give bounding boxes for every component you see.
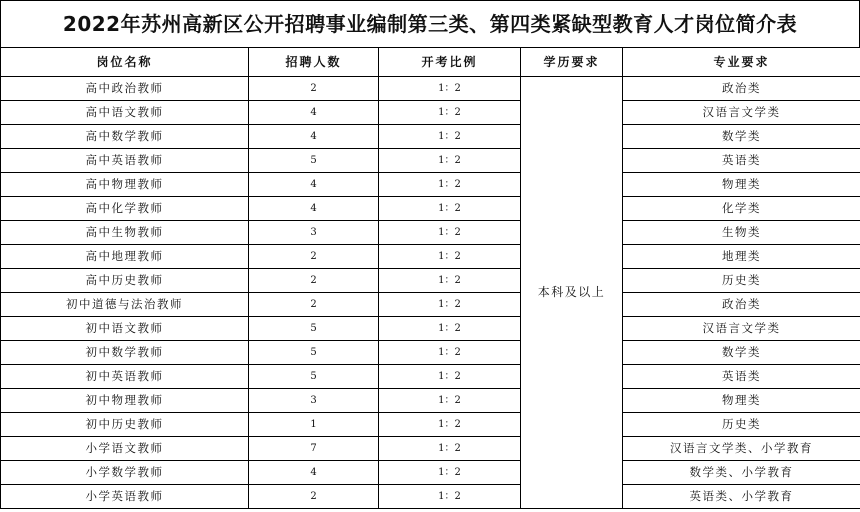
major-cell: 物理类	[623, 173, 860, 197]
positions-table	[0, 47, 860, 509]
position-cell: 初中语文教师	[1, 317, 249, 341]
ratio-cell: 1：2	[379, 437, 521, 461]
position-cell: 初中历史教师	[1, 413, 249, 437]
count-cell: 4	[249, 101, 379, 125]
header-major: 专业要求	[623, 48, 860, 77]
major-cell: 生物类	[623, 221, 860, 245]
count-cell: 5	[249, 317, 379, 341]
count-cell: 3	[249, 389, 379, 413]
count-cell: 4	[249, 125, 379, 149]
count-cell: 2	[249, 269, 379, 293]
position-cell: 高中物理教师	[1, 173, 249, 197]
major-cell: 政治类	[623, 293, 860, 317]
count-cell: 3	[249, 221, 379, 245]
ratio-cell: 1：2	[379, 101, 521, 125]
table-row	[1, 365, 860, 389]
table-row	[1, 317, 860, 341]
major-cell: 英语类、小学教育	[623, 485, 860, 509]
page-title: 2022年苏州高新区公开招聘事业编制第三类、第四类紧缺型教育人才岗位简介表	[0, 0, 860, 47]
count-cell: 1	[249, 413, 379, 437]
table-row	[1, 245, 860, 269]
ratio-cell: 1：2	[379, 149, 521, 173]
table-row	[1, 173, 860, 197]
ratio-cell: 1：2	[379, 269, 521, 293]
count-cell: 5	[249, 341, 379, 365]
major-cell: 数学类、小学教育	[623, 461, 860, 485]
ratio-cell: 1：2	[379, 413, 521, 437]
count-cell: 2	[249, 485, 379, 509]
position-cell: 初中数学教师	[1, 341, 249, 365]
major-cell: 英语类	[623, 149, 860, 173]
ratio-cell: 1：2	[379, 389, 521, 413]
count-cell: 5	[249, 365, 379, 389]
table-row	[1, 77, 860, 101]
position-cell: 初中物理教师	[1, 389, 249, 413]
position-cell: 小学数学教师	[1, 461, 249, 485]
count-cell: 7	[249, 437, 379, 461]
table-row	[1, 485, 860, 509]
major-cell: 历史类	[623, 269, 860, 293]
ratio-cell: 1：2	[379, 77, 521, 101]
major-cell: 英语类	[623, 365, 860, 389]
major-cell: 地理类	[623, 245, 860, 269]
header-row	[1, 48, 860, 77]
position-cell: 高中化学教师	[1, 197, 249, 221]
major-cell: 汉语言文学类	[623, 317, 860, 341]
count-cell: 4	[249, 197, 379, 221]
position-cell: 初中道德与法治教师	[1, 293, 249, 317]
table-row	[1, 197, 860, 221]
header-ratio: 开考比例	[379, 48, 521, 77]
position-cell: 小学语文教师	[1, 437, 249, 461]
count-cell: 2	[249, 245, 379, 269]
ratio-cell: 1：2	[379, 245, 521, 269]
ratio-cell: 1：2	[379, 317, 521, 341]
table-row	[1, 413, 860, 437]
position-cell: 小学英语教师	[1, 485, 249, 509]
table-row	[1, 341, 860, 365]
major-cell: 数学类	[623, 341, 860, 365]
major-cell: 汉语言文学类、小学教育	[623, 437, 860, 461]
ratio-cell: 1：2	[379, 293, 521, 317]
ratio-cell: 1：2	[379, 461, 521, 485]
education-cell: 本科及以上	[521, 77, 623, 509]
position-cell: 高中语文教师	[1, 101, 249, 125]
ratio-cell: 1：2	[379, 365, 521, 389]
header-position: 岗位名称	[1, 48, 249, 77]
ratio-cell: 1：2	[379, 341, 521, 365]
count-cell: 2	[249, 77, 379, 101]
major-cell: 历史类	[623, 413, 860, 437]
ratio-cell: 1：2	[379, 197, 521, 221]
position-cell: 高中历史教师	[1, 269, 249, 293]
position-cell: 高中地理教师	[1, 245, 249, 269]
major-cell: 物理类	[623, 389, 860, 413]
table-row	[1, 149, 860, 173]
ratio-cell: 1：2	[379, 173, 521, 197]
ratio-cell: 1：2	[379, 125, 521, 149]
position-cell: 高中政治教师	[1, 77, 249, 101]
count-cell: 2	[249, 293, 379, 317]
ratio-cell: 1：2	[379, 485, 521, 509]
position-cell: 高中英语教师	[1, 149, 249, 173]
table-row	[1, 221, 860, 245]
header-count: 招聘人数	[249, 48, 379, 77]
table-body	[1, 77, 860, 509]
major-cell: 化学类	[623, 197, 860, 221]
major-cell: 数学类	[623, 125, 860, 149]
major-cell: 汉语言文学类	[623, 101, 860, 125]
count-cell: 5	[249, 149, 379, 173]
major-cell: 政治类	[623, 77, 860, 101]
position-cell: 初中英语教师	[1, 365, 249, 389]
table-row	[1, 461, 860, 485]
table-row	[1, 389, 860, 413]
count-cell: 4	[249, 461, 379, 485]
header-education: 学历要求	[521, 48, 623, 77]
position-cell: 高中数学教师	[1, 125, 249, 149]
table-row	[1, 437, 860, 461]
table-row	[1, 293, 860, 317]
table-row	[1, 101, 860, 125]
count-cell: 4	[249, 173, 379, 197]
table-row	[1, 269, 860, 293]
table-row	[1, 125, 860, 149]
position-cell: 高中生物教师	[1, 221, 249, 245]
ratio-cell: 1：2	[379, 221, 521, 245]
